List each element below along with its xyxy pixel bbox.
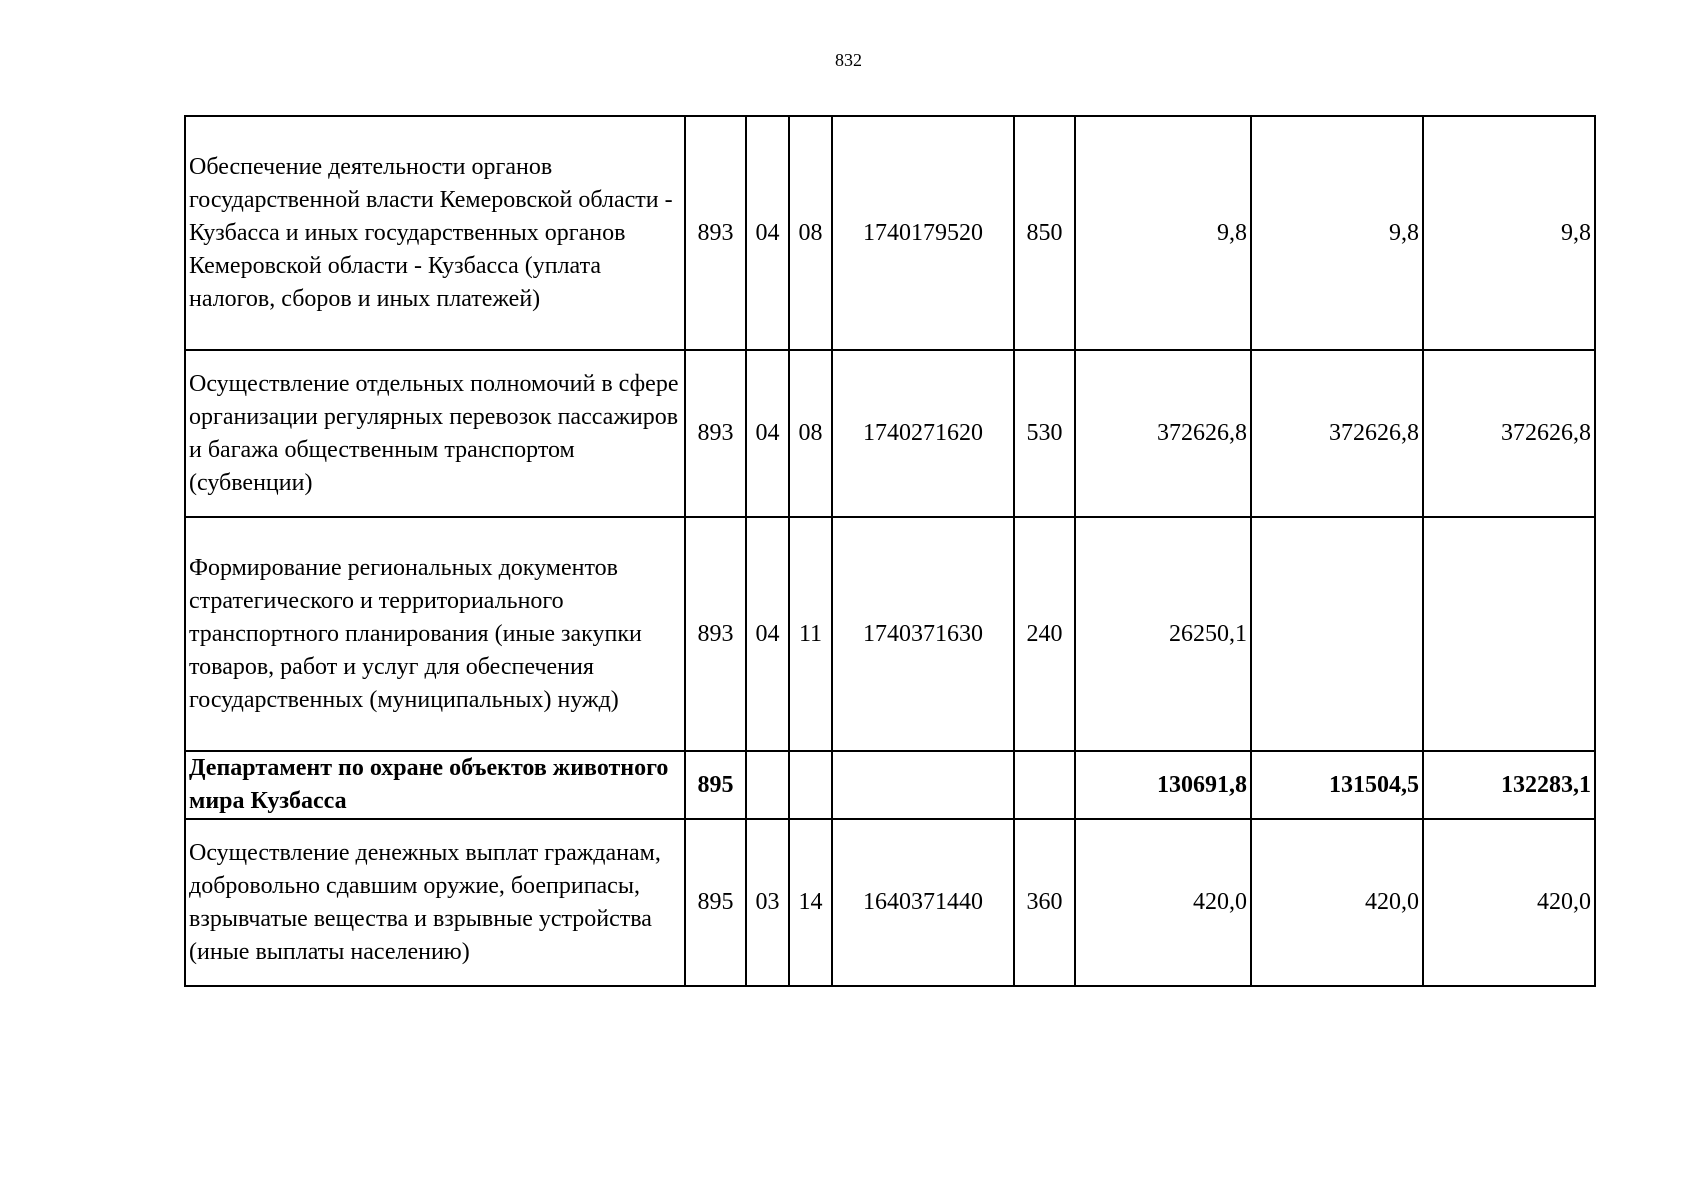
amount-2-cell: 131504,5 [1251, 751, 1423, 819]
ministry-code-cell: 893 [685, 517, 746, 751]
table-row [185, 517, 1595, 751]
amount-2-cell: 372626,8 [1251, 350, 1423, 517]
row-name-cell: Осуществление отдельных полномочий в сфере организации регулярных перевозок пассажиров и багажа общественным транспортом (субвенции) [185, 350, 685, 517]
subsection-code-cell: 14 [789, 819, 832, 986]
table-row [185, 350, 1595, 517]
ministry-code-cell: 895 [685, 819, 746, 986]
amount-3-cell: 372626,8 [1423, 350, 1595, 517]
amount-2-cell: 9,8 [1251, 116, 1423, 350]
target-article-cell: 1740179520 [832, 116, 1014, 350]
subsection-code-cell [789, 751, 832, 819]
page-number: 832 [835, 50, 862, 70]
target-article-cell [832, 751, 1014, 819]
expense-type-cell: 530 [1014, 350, 1075, 517]
section-code-cell [746, 751, 789, 819]
section-code-cell: 04 [746, 517, 789, 751]
row-name-cell: Обеспечение деятельности органов государственной власти Кемеровской области - Кузбасса и иных государственных органов Кемеровской области - Кузбасса (уплата налогов, сборов и иных платежей) [185, 116, 685, 350]
amount-3-cell: 9,8 [1423, 116, 1595, 350]
amount-1-cell: 372626,8 [1075, 350, 1251, 517]
subsection-code-cell: 08 [789, 350, 832, 517]
section-code-cell: 04 [746, 116, 789, 350]
table-row [185, 819, 1595, 986]
expense-type-cell: 240 [1014, 517, 1075, 751]
subsection-code-cell: 11 [789, 517, 832, 751]
budget-table [184, 115, 1596, 987]
amount-1-cell: 420,0 [1075, 819, 1251, 986]
amount-1-cell: 130691,8 [1075, 751, 1251, 819]
expense-type-cell [1014, 751, 1075, 819]
section-code-cell: 04 [746, 350, 789, 517]
amount-1-cell: 9,8 [1075, 116, 1251, 350]
section-code-cell: 03 [746, 819, 789, 986]
expense-type-cell: 850 [1014, 116, 1075, 350]
amount-3-cell: 420,0 [1423, 819, 1595, 986]
expense-type-cell: 360 [1014, 819, 1075, 986]
subsection-code-cell: 08 [789, 116, 832, 350]
row-name-cell: Формирование региональных документов стратегического и территориального транспортного планирования (иные закупки товаров, работ и услуг для обеспечения государственных (муниципальных) нужд) [185, 517, 685, 751]
ministry-code-cell: 895 [685, 751, 746, 819]
amount-3-cell [1423, 517, 1595, 751]
target-article-cell: 1740271620 [832, 350, 1014, 517]
row-name-cell: Департамент по охране объектов животного мира Кузбасса [185, 751, 685, 819]
ministry-code-cell: 893 [685, 116, 746, 350]
amount-1-cell: 26250,1 [1075, 517, 1251, 751]
amount-2-cell [1251, 517, 1423, 751]
table-row-department [185, 751, 1595, 819]
target-article-cell: 1740371630 [832, 517, 1014, 751]
amount-3-cell: 132283,1 [1423, 751, 1595, 819]
ministry-code-cell: 893 [685, 350, 746, 517]
target-article-cell: 1640371440 [832, 819, 1014, 986]
amount-2-cell: 420,0 [1251, 819, 1423, 986]
table-row [185, 116, 1595, 350]
row-name-cell: Осуществление денежных выплат гражданам, добровольно сдавшим оружие, боеприпасы, взрывчатые вещества и взрывные устройства (иные выплаты населению) [185, 819, 685, 986]
